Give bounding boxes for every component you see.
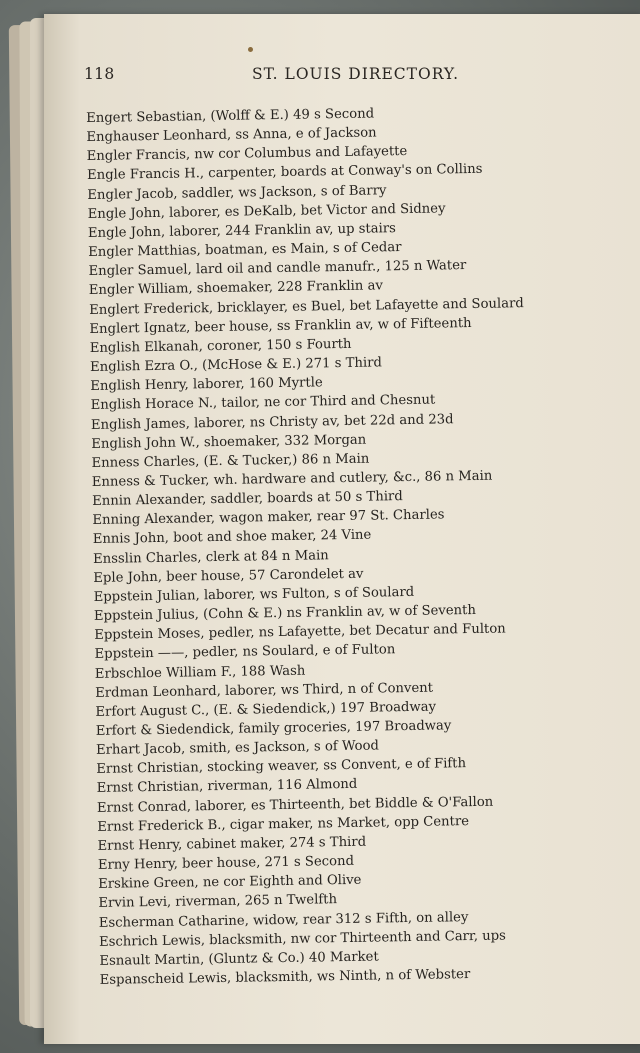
directory-entry: English James, laborer, ns Christy av, bet 22d and 23d: [90, 411, 454, 433]
directory-entry: Englert Frederick, bricklayer, es Buel, bet Lafayette and Soulard: [89, 295, 524, 318]
directory-entry: Eppstein Julian, laborer, ws Fulton, s of Soulard: [93, 584, 415, 605]
directory-entry: Ernst Henry, cabinet maker, 274 s Third: [97, 834, 367, 854]
directory-entry: Ernst Conrad, laborer, es Thirteenth, bet Biddle & O'Fallon: [96, 794, 494, 816]
ink-dot: [248, 47, 253, 52]
directory-entry: Ervin Levi, riverman, 265 n Twelfth: [98, 892, 338, 912]
directory-entries: [86, 101, 615, 990]
directory-entry: Engler Samuel, lard oil and candle manufr., 125 n Water: [88, 258, 467, 280]
directory-entry: Eppstein Moses, pedler, ns Lafayette, bet Decatur and Fulton: [94, 621, 506, 644]
directory-entry: Erfort August C., (E. & Siedendick,) 197 Broadway: [95, 699, 437, 720]
directory-entry: Ernst Christian, riverman, 116 Almond: [96, 777, 358, 797]
directory-entry: Engle John, laborer, es DeKalb, bet Victor and Sidney: [87, 201, 446, 222]
directory-entry: Ensslin Charles, clerk at 84 n Main: [92, 547, 329, 567]
directory-entry: Erskine Green, ne cor Eighth and Olive: [98, 873, 362, 893]
directory-entry: Engler Francis, nw cor Columbus and Lafayette: [86, 144, 408, 165]
directory-entry: Ernst Frederick B., cigar maker, ns Market, opp Centre: [97, 813, 470, 835]
directory-entry: Engler Matthias, boatman, es Main, s of Cedar: [88, 240, 402, 261]
directory-entry: Ernst Christian, stocking weaver, ss Convent, e of Fifth: [96, 756, 467, 778]
directory-entry: English John W., shoemaker, 332 Morgan: [91, 432, 367, 452]
directory-entry: Erdman Leonhard, laborer, ws Third, n of Convent: [95, 680, 434, 701]
directory-entry: Erfort & Siedendick, family groceries, 197 Broadway: [95, 718, 452, 739]
directory-entry: English Horace N., tailor, ne cor Third and Chesnut: [90, 392, 436, 414]
directory-entry: Engle John, laborer, 244 Franklin av, up stairs: [87, 221, 396, 241]
directory-entry: Engert Sebastian, (Wolff & E.) 49 s Second: [86, 106, 375, 126]
directory-entry: Erhart Jacob, smith, es Jackson, s of Wood: [95, 738, 380, 759]
directory-entry: Eppstein ——, pedler, ns Soulard, e of Fulton: [94, 642, 396, 663]
directory-entry: Esnault Martin, (Gluntz & Co.) 40 Market: [99, 949, 379, 969]
directory-entry: Enness & Tucker, wh. hardware and cutlery, &c., 86 n Main: [91, 468, 493, 490]
directory-entry: Enning Alexander, wagon maker, rear 97 St. Charles: [92, 507, 445, 529]
directory-entry: Engle Francis H., carpenter, boards at Conway's on Collins: [86, 162, 483, 184]
directory-entry: Enghauser Leonhard, ss Anna, e of Jackson: [86, 125, 377, 146]
directory-entry: Engler William, shoemaker, 228 Franklin av: [88, 278, 383, 299]
directory-entry: Erny Henry, beer house, 271 s Second: [97, 853, 355, 873]
directory-entry: Eppstein Julius, (Cohn & E.) ns Franklin av, w of Seventh: [93, 603, 477, 624]
directory-entry: Espanscheid Lewis, blacksmith, ws Ninth, n of Webster: [99, 967, 471, 988]
directory-entry: Escherman Catharine, widow, rear 312 s Fifth, on alley: [98, 909, 469, 931]
directory-entry: Eschrich Lewis, blacksmith, nw cor Thirteenth and Carr, ups: [98, 928, 506, 950]
directory-entry: English Elkanah, coroner, 150 s Fourth: [89, 336, 352, 356]
directory-entry: Enness Charles, (E. & Tucker,) 86 n Main: [91, 451, 370, 471]
directory-entry: Ennis John, boot and shoe maker, 24 Vine: [92, 528, 372, 548]
directory-entry: English Ezra O., (McHose & E.) 271 s Third: [89, 355, 383, 375]
page-number: 118: [84, 65, 115, 83]
directory-entry: Engler Jacob, saddler, ws Jackson, s of Barry: [87, 182, 387, 203]
page-title: ST. LOUIS DIRECTORY.: [252, 65, 460, 83]
directory-entry: Eple John, beer house, 57 Carondelet av: [93, 566, 364, 586]
directory-entry: Ennin Alexander, saddler, boards at 50 s Third: [92, 489, 403, 510]
directory-entry: Englert Ignatz, beer house, ss Franklin av, w of Fifteenth: [89, 315, 472, 337]
directory-entry: Erbschloe William F., 188 Wash: [94, 663, 306, 682]
directory-entry: English Henry, laborer, 160 Myrtle: [90, 375, 323, 395]
